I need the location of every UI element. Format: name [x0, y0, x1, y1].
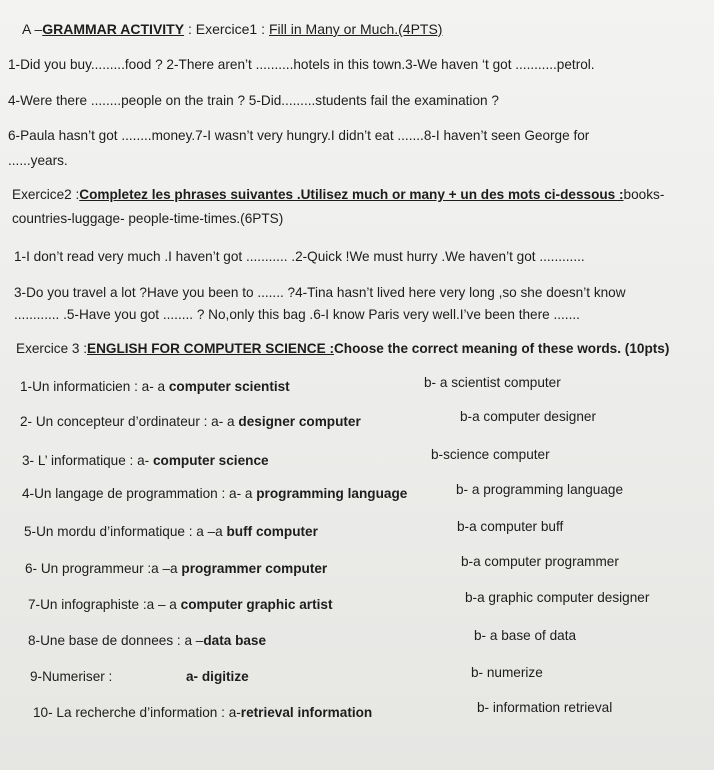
- answer-a: computer graphic artist: [180, 597, 333, 612]
- answer-b: b-a computer programmer: [461, 554, 619, 569]
- answer-b: b-a graphic computer designer: [465, 590, 650, 605]
- exercise2-instruction: Completez les phrases suivantes .Utilisez much or many + un des mots ci-dessous :: [79, 187, 624, 202]
- exercise3-question: [25, 560, 327, 578]
- exercise1-line4: ......years.: [8, 153, 68, 168]
- exercise1-line1: 1-Did you buy.........food ? 2-There aren’t ..........hotels in this town.3-We haven ‘t got ...........petrol.: [8, 57, 595, 72]
- answer-b: b-a computer designer: [460, 409, 597, 424]
- answer-a: retrieval information: [240, 705, 373, 720]
- exercise3-label: Exercice 3 :: [16, 341, 88, 356]
- exercise2-words-tail: books-: [623, 187, 665, 202]
- answer-a: data base: [203, 633, 267, 648]
- answer-a: computer scientist: [168, 379, 290, 394]
- exercise2-line2: 3-Do you travel a lot ?Have you been to ....... ?4-Tina hasn’t lived here very long ,so she doesn’t know: [14, 285, 626, 300]
- answer-b: b- a base of data: [474, 628, 577, 643]
- exercise3-question: [33, 704, 372, 722]
- exercise1-line2: 4-Were there ........people on the train ? 5-Did.........students fail the examination ?: [8, 93, 499, 108]
- exercise3-question: [28, 596, 332, 614]
- answer-a: a- digitize: [186, 669, 249, 684]
- answer-b: b-a computer buff: [457, 519, 564, 534]
- answer-b: b- a programming language: [456, 482, 624, 497]
- exercise2-label: Exercice2 :: [12, 187, 80, 202]
- exercise3-instruction: Choose the correct meaning of these words. (10pts): [333, 341, 670, 356]
- question-text: 6- Un programmeur :a –a: [25, 561, 182, 576]
- exercise3-question: [22, 485, 407, 503]
- question-text: 7-Un infographiste :a – a: [28, 597, 181, 612]
- exercise3-question: [28, 632, 266, 650]
- answer-b: b- information retrieval: [477, 700, 613, 715]
- answer-b: b-science computer: [431, 447, 550, 462]
- exercise3-subject: ENGLISH FOR COMPUTER SCIENCE :: [87, 341, 334, 356]
- exercise3-question: [20, 413, 361, 431]
- exercise2-line3: ............ .5-Have you got ........ ? No,only this bag .6-I know Paris very well.I’ve been there .......: [14, 307, 580, 322]
- question-text: 3- L’ informatique : a-: [22, 453, 153, 468]
- answer-a: computer science: [152, 453, 269, 468]
- exercise3-question: [20, 378, 290, 396]
- answer-a: programming language: [256, 486, 408, 501]
- title-prefix: A –: [22, 21, 43, 37]
- question-text: 1-Un informaticien : a- a: [20, 379, 169, 394]
- question-text: 2- Un concepteur d’ordinateur : a- a: [20, 414, 239, 429]
- question-text: 8-Une base de donnees : a –: [28, 633, 204, 648]
- title-activity: GRAMMAR ACTIVITY: [42, 21, 185, 37]
- answer-b: b- numerize: [471, 665, 543, 680]
- exercise3-question: [22, 452, 269, 470]
- answer-a: designer computer: [238, 414, 361, 429]
- question-text: 4-Un langage de programmation : a- a: [22, 486, 257, 501]
- answer-a: buff computer: [226, 524, 318, 539]
- exercise2-heading: [12, 186, 664, 204]
- exercise3-question: 9-Numeriser :: [30, 669, 113, 684]
- exercise3-heading: [16, 340, 669, 358]
- exercise2-words: countries-luggage- people-time-times.(6PTS): [12, 211, 284, 226]
- question-text: 10- La recherche d’information : a-: [33, 705, 241, 720]
- answer-a: programmer computer: [181, 561, 328, 576]
- exercise1-line3: 6-Paula hasn’t got ........money.7-I wasn’t very hungry.I didn’t eat .......8-I haven’t seen George for: [8, 128, 590, 143]
- title-separator: : Exercice1 :: [184, 21, 265, 37]
- title-exercise: Fill in Many or Much.(4PTS): [268, 21, 443, 37]
- exercise2-line1: 1-I don’t read very much .I haven’t got ........... .2-Quick !We must hurry .We haven’t got ............: [14, 249, 585, 264]
- worksheet-title: [22, 20, 442, 38]
- question-text: 5-Un mordu d’informatique : a –a: [24, 524, 227, 539]
- exercise3-question: [24, 523, 318, 541]
- answer-b: b- a scientist computer: [424, 375, 561, 390]
